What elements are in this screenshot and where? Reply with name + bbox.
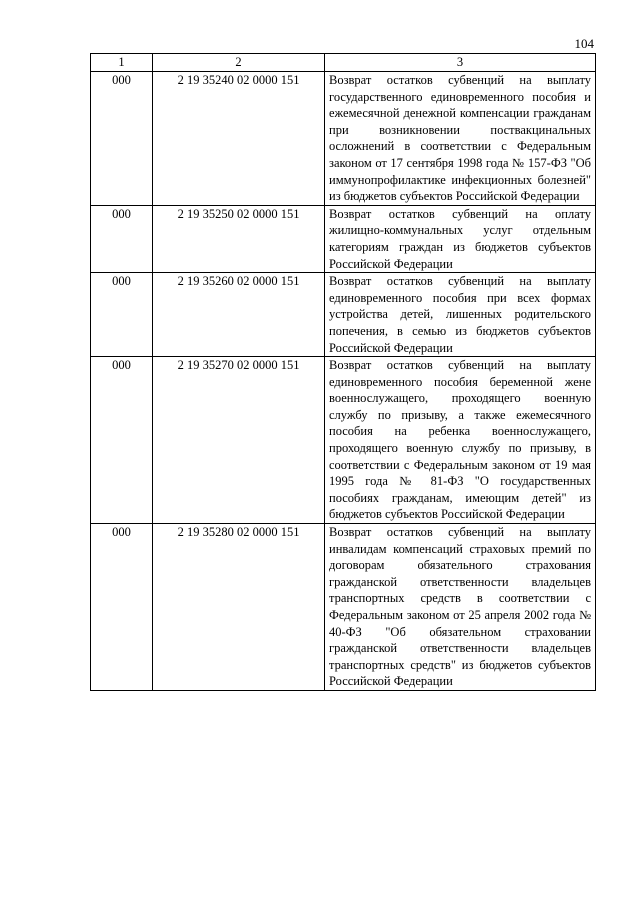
budget-codes-table: [90, 53, 596, 691]
table-body: [91, 72, 596, 691]
admin-code-cell: 000: [91, 205, 153, 272]
description-cell: Возврат остатков субвенций на выплату государственного единовременного пособия и ежемесячной денежной компенсации гражданам при возникновении поствакцинальных осложнений в соответствии с Федеральным законом от 17 сентября 1998 года № 157-ФЗ "Об иммунопрофилактике инфекционных болезней" из бюджетов субъектов Российской Федерации: [325, 72, 596, 206]
table-row: [91, 205, 596, 272]
page-number: 104: [574, 36, 594, 51]
budget-code-cell: 2 19 35260 02 0000 151: [153, 273, 325, 357]
description-cell: Возврат остатков субвенций на оплату жилищно-коммунальных услуг отдельным категориям граждан из бюджетов субъектов Российской Федерации: [325, 205, 596, 272]
table-row: [91, 357, 596, 524]
column-header-3: 3: [325, 54, 596, 72]
budget-code-cell: 2 19 35240 02 0000 151: [153, 72, 325, 206]
budget-code-cell: 2 19 35270 02 0000 151: [153, 357, 325, 524]
column-header-2: 2: [153, 54, 325, 72]
description-cell: Возврат остатков субвенций на выплату инвалидам компенсаций страховых премий по договорам обязательного страхования гражданской ответственности владельцев транспортных средств в соответствии с Федеральным законом от 25 апреля 2002 года № 40-ФЗ "Об обязательном страховании гражданской ответственности владельцев транспортных средств" из бюджетов субъектов Российской Федерации: [325, 524, 596, 691]
admin-code-cell: 000: [91, 273, 153, 357]
table-row: [91, 273, 596, 357]
table-row: [91, 524, 596, 691]
admin-code-cell: 000: [91, 72, 153, 206]
column-header-1: 1: [91, 54, 153, 72]
admin-code-cell: 000: [91, 357, 153, 524]
header-row: [91, 54, 596, 72]
table-row: [91, 72, 596, 206]
description-cell: Возврат остатков субвенций на выплату единовременного пособия беременной жене военнослужащего, проходящего военную службу по призыву, а также ежемесячного пособия на ребенка военнослужащего, проходящего военную службу по призыву, в соответствии с Федеральным законом от 19 мая 1995 года № 81-ФЗ "О государственных пособиях гражданам, имеющим детей" из бюджетов субъектов Российской Федерации: [325, 357, 596, 524]
table-header: [91, 54, 596, 72]
budget-code-cell: 2 19 35250 02 0000 151: [153, 205, 325, 272]
description-cell: Возврат остатков субвенций на выплату единовременного пособия при всех формах устройства детей, лишенных родительского попечения, в семью из бюджетов субъектов Российской Федерации: [325, 273, 596, 357]
budget-code-cell: 2 19 35280 02 0000 151: [153, 524, 325, 691]
admin-code-cell: 000: [91, 524, 153, 691]
